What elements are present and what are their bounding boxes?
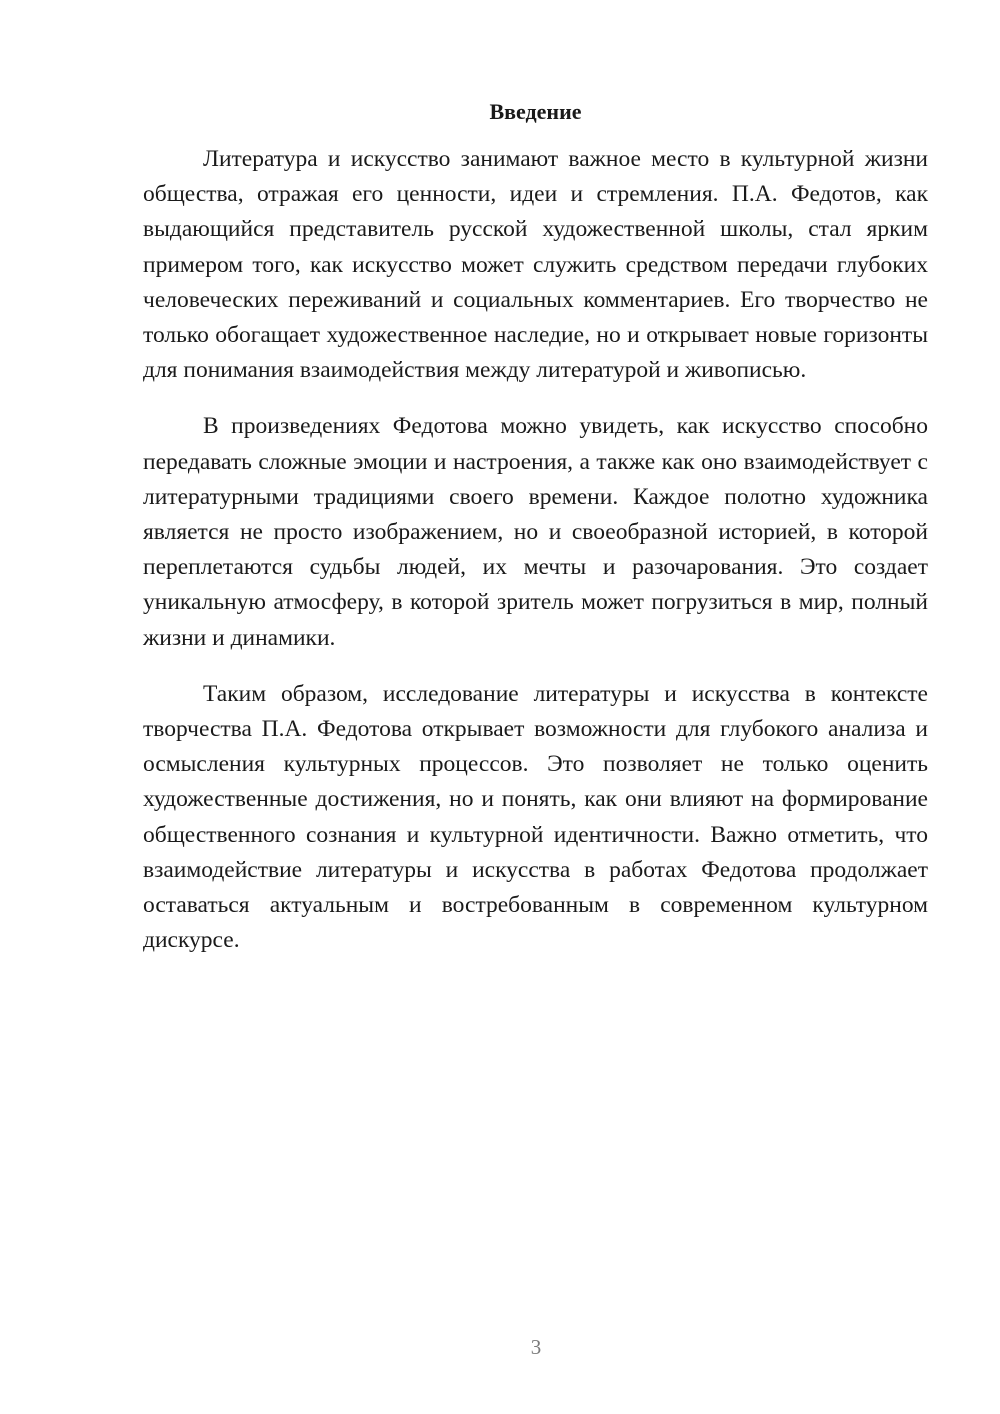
paragraph-1: Литература и искусство занимают важное место в культурной жизни общества, отражая его ценности, идеи и стремления. П.А. Федотов, как выдающийся представитель русской художественной школы, стал ярким примером того, как искусство может служить средством передачи глубоких человеческих переживаний и социальных комментариев. Его творчество не только обогащает художественное наследие, но и открывает новые горизонты для понимания взаимодействия между литературой и живописью. [143, 146, 928, 384]
paragraph-3: Таким образом, исследование литературы и искусства в контексте творчества П.А. Федотова открывает возможности для глубокого анализа и осмысления культурных процессов. Это позволяет не только оценить художественные достижения, но и понять, как они влияют на формирование общественного сознания и культурной идентичности. Важно отметить, что взаимодействие литературы и искусства в работах Федотова продолжает оставаться актуальным и востребованным в современном культурном дискурсе. [143, 680, 928, 954]
page-number: 3 [530, 1335, 542, 1359]
section-heading: Введение [489, 99, 582, 124]
paragraph-2: В произведениях Федотова можно увидеть, как искусство способно передавать сложные эмоции и настроения, а также как оно взаимодействует с литературными традициями своего времени. Каждое полотно художника является не просто изображением, но и своеобразной историей, в которой переплетаются судьбы людей, их мечты и разочарования. Это создает уникальную атмосферу, в которой зритель может погрузиться в мир, полный жизни и динамики. [143, 413, 928, 651]
body-text [143, 142, 928, 979]
